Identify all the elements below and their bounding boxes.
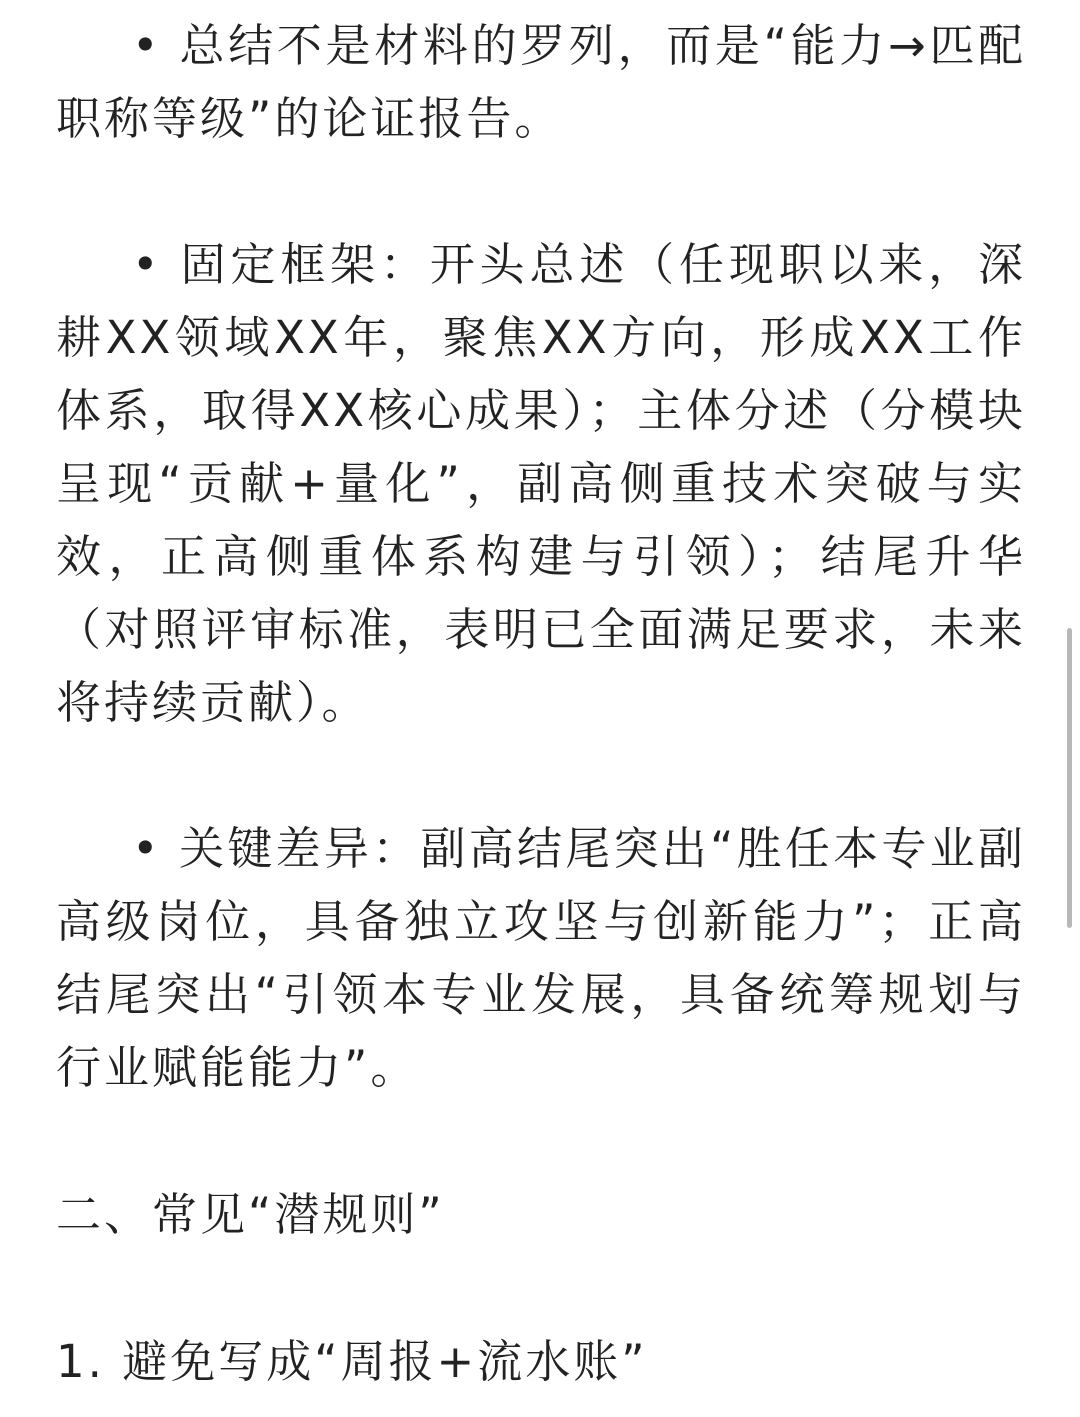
paragraph-spacer — [56, 155, 1026, 228]
scrollbar-thumb[interactable] — [1067, 628, 1072, 928]
section-heading: 二、常见“潜规则” — [56, 1188, 445, 1241]
paragraph-spacer — [56, 1251, 1026, 1325]
bullet-paragraph-key-differences: • 关键差异：副高结尾突出“胜任本专业副高级岗位，具备独立攻坚与创新能力”；正高结尾突出“引领本专业发展，具备统筹规划与行业赋能能力”。 — [56, 822, 1026, 1094]
bullet-paragraph-summary: • 总结不是材料的罗列，而是“能力→匹配职称等级”的论证报告。 — [56, 19, 1026, 145]
numbered-item: 1. 避免写成“周报+流水账” — [56, 1335, 648, 1388]
paragraph-spacer — [56, 1104, 1026, 1178]
article-body — [56, 0, 1026, 1398]
paragraph-spacer — [56, 739, 1026, 812]
bullet-paragraph-framework: • 固定框架：开头总述（任现职以来，深耕XX领域XX年，聚焦XX方向，形成XX工作体系，取得XX核心成果）；主体分述（分模块呈现“贡献+量化”，副高侧重技术突破与实效，正高侧重体系构建与引领）；结尾升华（对照评审标准，表明已全面满足要求，未来将持续贡献）。 — [56, 238, 1026, 729]
